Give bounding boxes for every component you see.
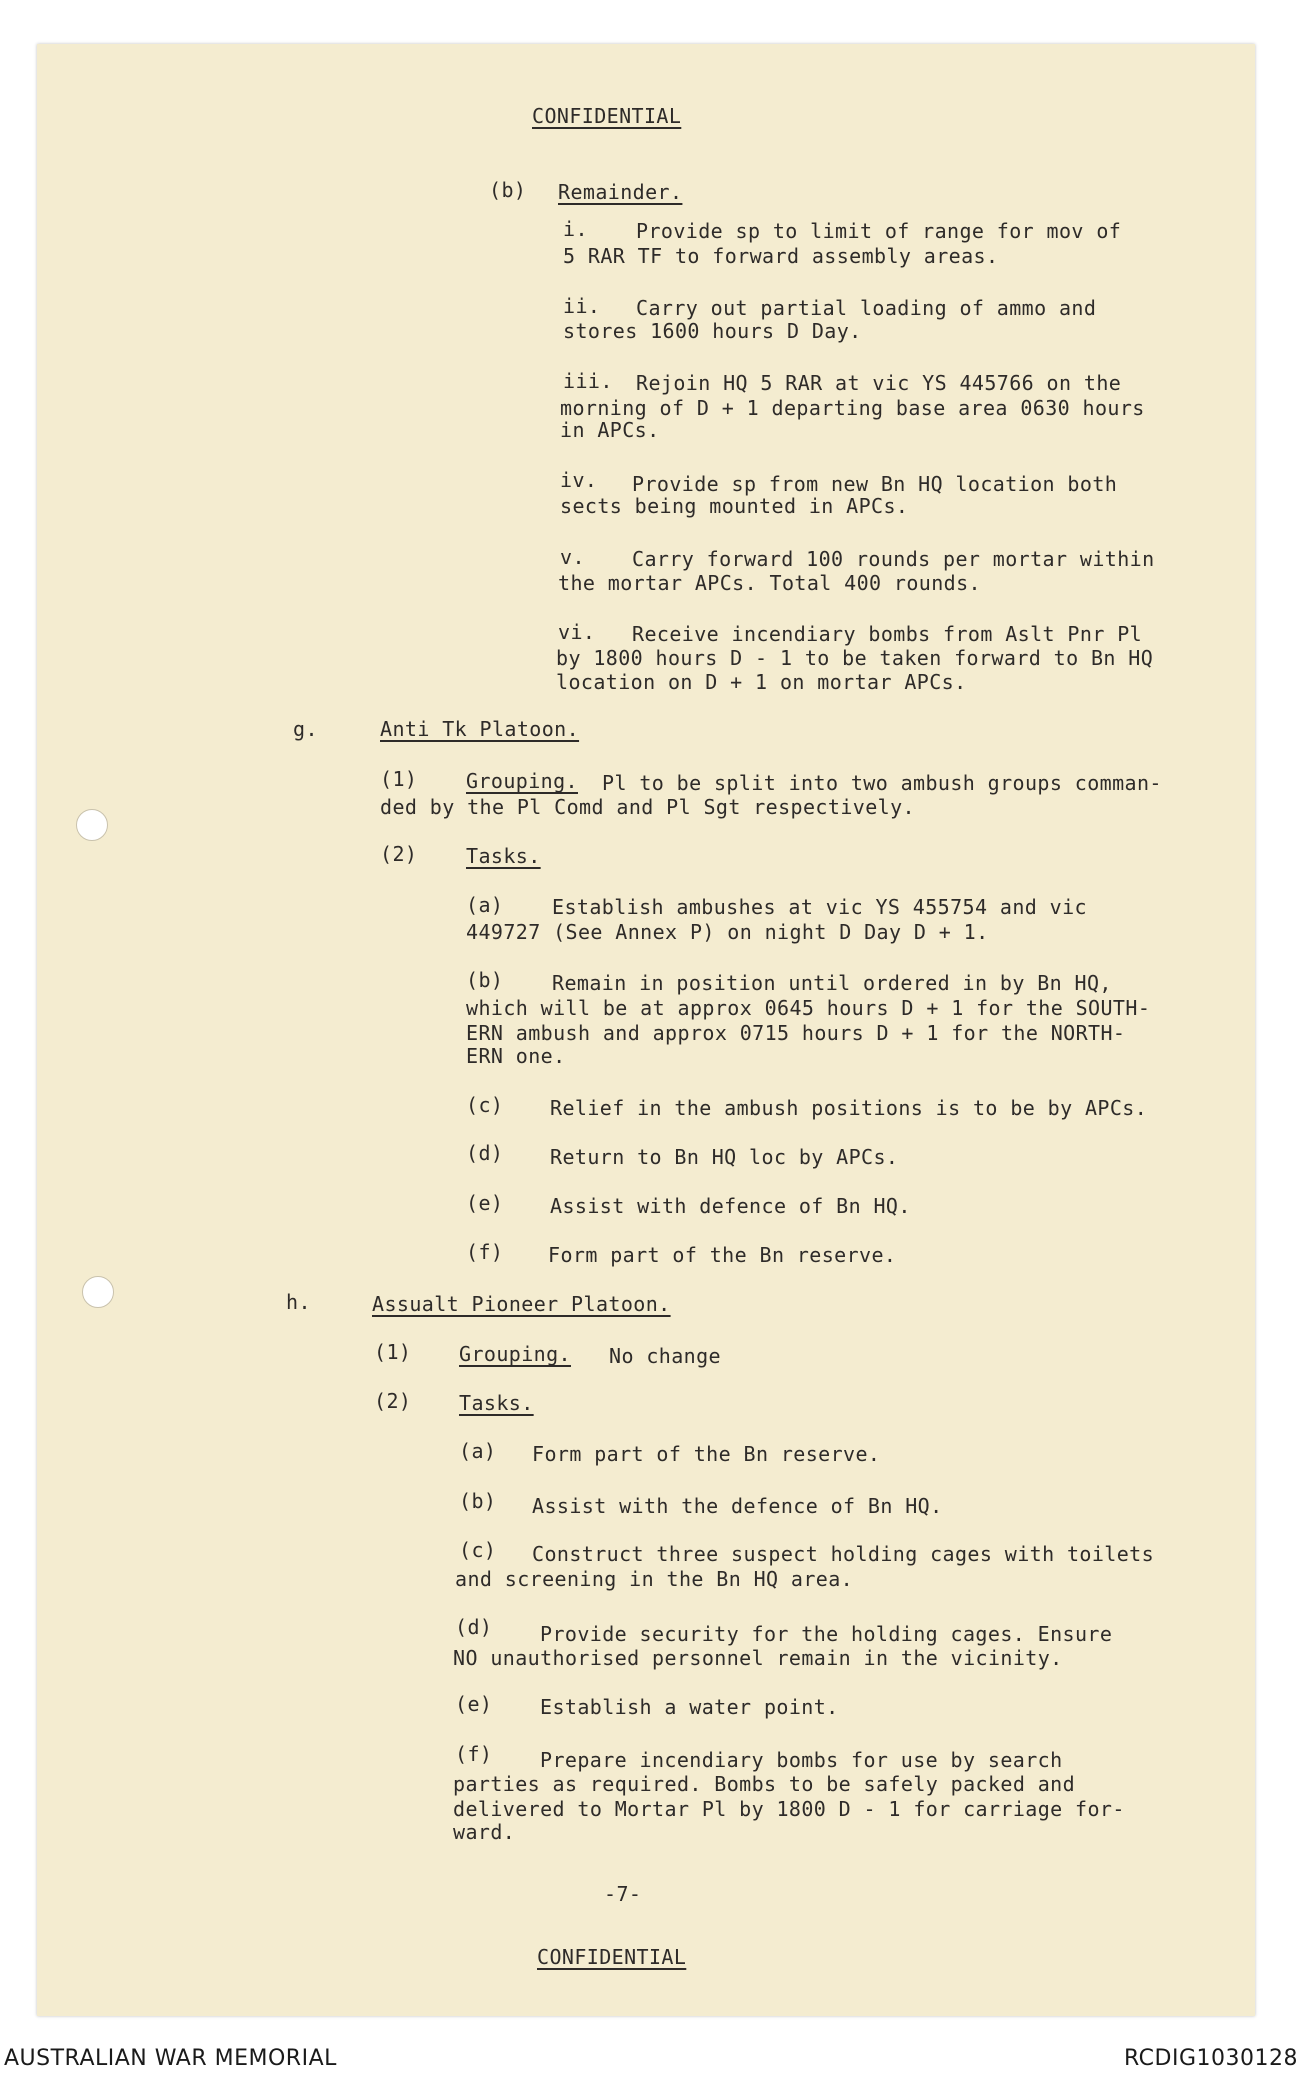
section-h-heading: Assualt Pioneer Platoon. bbox=[372, 1292, 671, 1316]
h-tasks-number: (2) bbox=[374, 1389, 412, 1413]
section-h-label: h. bbox=[286, 1290, 311, 1314]
h-task-e-number: (e) bbox=[455, 1692, 493, 1716]
g-tasks-number: (2) bbox=[380, 842, 418, 866]
item-i-number: i. bbox=[563, 217, 588, 241]
g-task-f-number: (f) bbox=[466, 1240, 504, 1264]
h-task-b-line: Assist with the defence of Bn HQ. bbox=[532, 1494, 943, 1518]
punch-hole-lower bbox=[82, 1276, 114, 1308]
section-g-heading: Anti Tk Platoon. bbox=[380, 717, 580, 741]
item-v-line: Carry forward 100 rounds per mortar within bbox=[632, 547, 1155, 571]
g-task-a-line: 449727 (See Annex P) on night D Day D + 1. bbox=[466, 920, 989, 944]
g-tasks-heading: Tasks. bbox=[466, 844, 541, 868]
item-ii-number: ii. bbox=[563, 294, 601, 318]
g-task-b-line: which will be at approx 0645 hours D + 1 for the SOUTH- bbox=[466, 996, 1151, 1020]
item-i-line: Provide sp to limit of range for mov of bbox=[636, 219, 1122, 243]
item-i-line: 5 RAR TF to forward assembly areas. bbox=[563, 244, 999, 268]
item-v-line: the mortar APCs. Total 400 rounds. bbox=[558, 571, 981, 595]
h-task-a-line: Form part of the Bn reserve. bbox=[532, 1442, 881, 1466]
h-grouping-number: (1) bbox=[374, 1340, 412, 1364]
item-ii-line: stores 1600 hours D Day. bbox=[563, 319, 862, 343]
g-task-b-line: Remain in position until ordered in by Bn HQ, bbox=[552, 971, 1112, 995]
g-task-b-line: ERN ambush and approx 0715 hours D + 1 for the NORTH- bbox=[466, 1021, 1126, 1045]
item-ii-line: Carry out partial loading of ammo and bbox=[636, 296, 1097, 320]
h-task-e-line: Establish a water point. bbox=[540, 1695, 839, 1719]
g-task-a-line: Establish ambushes at vic YS 455754 and vic bbox=[552, 895, 1087, 919]
section-g-label: g. bbox=[293, 717, 318, 741]
g-task-c-number: (c) bbox=[466, 1093, 504, 1117]
item-iii-number: iii. bbox=[563, 369, 613, 393]
g-task-a-number: (a) bbox=[466, 893, 504, 917]
item-iii-line: Rejoin HQ 5 RAR at vic YS 445766 on the bbox=[636, 371, 1122, 395]
item-iv-line: sects being mounted in APCs. bbox=[560, 494, 909, 518]
h-task-c-line: and screening in the Bn HQ area. bbox=[455, 1567, 854, 1591]
item-iv-line: Provide sp from new Bn HQ location both bbox=[632, 472, 1118, 496]
g-task-e-number: (e) bbox=[466, 1191, 504, 1215]
h-task-c-line: Construct three suspect holding cages with toilets bbox=[532, 1542, 1155, 1566]
g-grouping-text: Pl to be split into two ambush groups comman- bbox=[602, 771, 1162, 795]
header-classification: CONFIDENTIAL bbox=[532, 104, 682, 128]
item-iv-number: iv. bbox=[560, 468, 598, 492]
h-task-d-line: Provide security for the holding cages. Ensure bbox=[540, 1622, 1113, 1646]
h-tasks-heading: Tasks. bbox=[459, 1391, 534, 1415]
g-task-b-line: ERN one. bbox=[466, 1044, 566, 1068]
item-iii-line: morning of D + 1 departing base area 0630 hours bbox=[560, 396, 1145, 420]
h-task-d-line: NO unauthorised personnel remain in the vicinity. bbox=[453, 1646, 1063, 1670]
h-task-f-line: parties as required. Bombs to be safely packed and bbox=[453, 1772, 1076, 1796]
h-grouping-heading: Grouping. bbox=[459, 1342, 571, 1366]
item-vi-number: vi. bbox=[558, 620, 596, 644]
item-v-number: v. bbox=[560, 545, 585, 569]
section-b-heading: Remainder. bbox=[558, 180, 683, 204]
h-task-f-line: ward. bbox=[453, 1820, 516, 1844]
section-b-label: (b) bbox=[489, 178, 527, 202]
g-grouping-text: ded by the Pl Comd and Pl Sgt respectively. bbox=[380, 795, 915, 819]
h-grouping-text: No change bbox=[609, 1344, 721, 1368]
g-grouping-number: (1) bbox=[380, 767, 418, 791]
h-task-b-number: (b) bbox=[459, 1489, 497, 1513]
footer-classification: CONFIDENTIAL bbox=[537, 1945, 687, 1969]
g-task-d-line: Return to Bn HQ loc by APCs. bbox=[550, 1145, 899, 1169]
g-task-c-line: Relief in the ambush positions is to be by APCs. bbox=[550, 1096, 1148, 1120]
archive-label: AUSTRALIAN WAR MEMORIAL bbox=[4, 2046, 337, 2071]
h-task-a-number: (a) bbox=[459, 1439, 497, 1463]
item-vi-line: Receive incendiary bombs from Aslt Pnr Pl bbox=[632, 622, 1143, 646]
archive-id: RCDIG1030128 bbox=[1123, 2046, 1298, 2071]
punch-hole-upper bbox=[76, 809, 108, 841]
page-number: -7- bbox=[604, 1882, 642, 1906]
g-grouping-heading: Grouping. bbox=[466, 769, 578, 793]
h-task-d-number: (d) bbox=[455, 1615, 493, 1639]
g-task-d-number: (d) bbox=[466, 1141, 504, 1165]
item-iii-line: in APCs. bbox=[560, 418, 660, 442]
item-vi-line: location on D + 1 on mortar APCs. bbox=[556, 670, 967, 694]
h-task-f-line: Prepare incendiary bombs for use by search bbox=[540, 1748, 1063, 1772]
h-task-f-number: (f) bbox=[455, 1742, 493, 1766]
g-task-b-number: (b) bbox=[466, 968, 504, 992]
g-task-f-line: Form part of the Bn reserve. bbox=[548, 1243, 897, 1267]
h-task-f-line: delivered to Mortar Pl by 1800 D - 1 for carriage for- bbox=[453, 1797, 1125, 1821]
g-task-e-line: Assist with defence of Bn HQ. bbox=[550, 1194, 911, 1218]
h-task-c-number: (c) bbox=[459, 1538, 497, 1562]
item-vi-line: by 1800 hours D - 1 to be taken forward to Bn HQ bbox=[556, 646, 1154, 670]
